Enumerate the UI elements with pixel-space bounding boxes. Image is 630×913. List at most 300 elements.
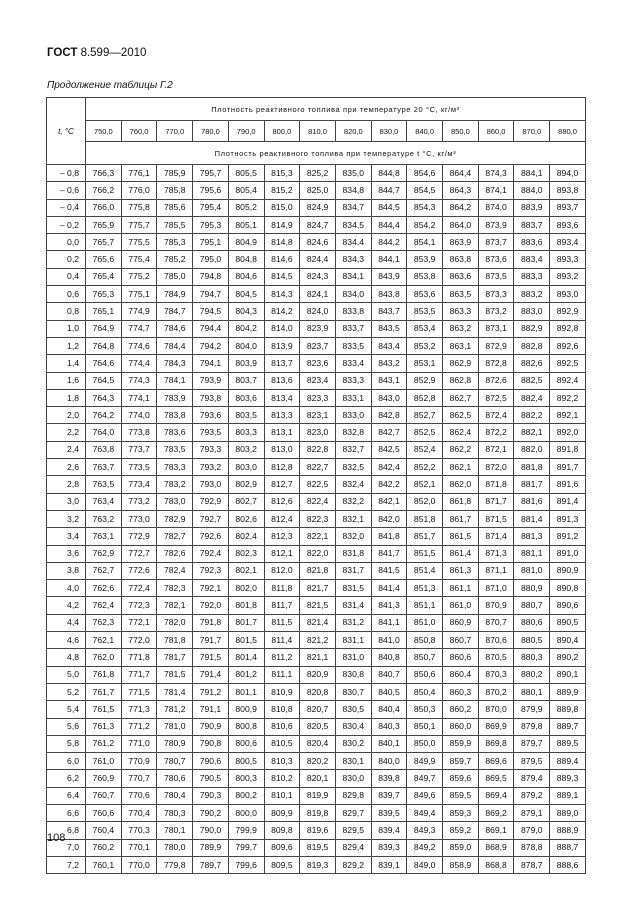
density-cell: 825,0 [300, 182, 336, 199]
density-header-cell: 850,0 [443, 121, 479, 142]
density-cell: 860,6 [443, 649, 479, 666]
density-cell: 859,5 [443, 787, 479, 804]
density-cell: 814,8 [264, 234, 300, 251]
table-row [47, 337, 586, 354]
density-cell: 829,7 [335, 804, 371, 821]
density-cell: 890,2 [550, 649, 586, 666]
density-cell: 785,8 [157, 182, 193, 199]
density-cell: 869,4 [478, 787, 514, 804]
density-cell: 843,0 [371, 389, 407, 406]
density-cell: 813,3 [264, 407, 300, 424]
density-cell: 822,1 [300, 528, 336, 545]
density-cell: 791,8 [193, 614, 229, 631]
density-cell: 854,1 [407, 234, 443, 251]
density-cell: 883,2 [514, 286, 550, 303]
temperature-cell: 7,2 [47, 856, 86, 873]
temperature-cell: 1,0 [47, 320, 86, 337]
density-header-cell: 790,0 [228, 121, 264, 142]
density-cell: 819,9 [300, 787, 336, 804]
table-row [47, 286, 586, 303]
density-cell: 854,3 [407, 199, 443, 216]
density-cell: 775,5 [121, 234, 157, 251]
density-cell: 804,6 [228, 268, 264, 285]
density-cell: 890,9 [550, 562, 586, 579]
density-cell: 874,3 [478, 165, 514, 182]
density-cell: 861,1 [443, 580, 479, 597]
density-cell: 881,3 [514, 528, 550, 545]
density-cell: 883,0 [514, 303, 550, 320]
density-cell: 783,2 [157, 476, 193, 493]
density-cell: 882,4 [514, 389, 550, 406]
density-cell: 871,4 [478, 528, 514, 545]
temperature-cell: 4,4 [47, 614, 86, 631]
density-cell: 763,4 [86, 493, 122, 510]
density-cell: 834,8 [335, 182, 371, 199]
density-cell: 850,3 [407, 701, 443, 718]
density-cell: 803,9 [228, 355, 264, 372]
density-cell: 833,5 [335, 337, 371, 354]
density-cell: 872,5 [478, 389, 514, 406]
density-cell: 770,0 [121, 856, 157, 873]
density-cell: 862,8 [443, 372, 479, 389]
density-cell: 851,1 [407, 597, 443, 614]
density-cell: 841,5 [371, 562, 407, 579]
density-cell: 764,9 [86, 320, 122, 337]
density-cell: 773,2 [121, 493, 157, 510]
density-cell: 894,0 [550, 165, 586, 182]
density-cell: 829,5 [335, 822, 371, 839]
temperature-cell: 2,4 [47, 441, 86, 458]
density-cell: 869,9 [478, 718, 514, 735]
density-cell: 871,7 [478, 493, 514, 510]
density-cell: 879,7 [514, 735, 550, 752]
density-cell: 782,9 [157, 510, 193, 527]
density-cell: 785,3 [157, 234, 193, 251]
density-cell: 841,4 [371, 580, 407, 597]
density-cell: 812,6 [264, 493, 300, 510]
density-cell: 862,9 [443, 355, 479, 372]
density-cell: 799,9 [228, 822, 264, 839]
density-cell: 812,0 [264, 562, 300, 579]
density-cell: 843,4 [371, 337, 407, 354]
density-cell: 892,4 [550, 372, 586, 389]
density-cell: 882,2 [514, 407, 550, 424]
density-cell: 863,6 [443, 268, 479, 285]
density-cell: 819,3 [300, 856, 336, 873]
density-header-cell: 860,0 [478, 121, 514, 142]
density-cell: 782,0 [157, 614, 193, 631]
density-cell: 770,3 [121, 822, 157, 839]
density-cell: 881,6 [514, 493, 550, 510]
density-cell: 852,2 [407, 459, 443, 476]
density-cell: 852,1 [407, 476, 443, 493]
temperature-cell: 1,6 [47, 372, 86, 389]
density-cell: 868,8 [478, 856, 514, 873]
density-cell: 792,6 [193, 528, 229, 545]
density-cell: 831,8 [335, 545, 371, 562]
density-cell: 861,3 [443, 562, 479, 579]
density-cell: 811,8 [264, 580, 300, 597]
density-cell: 863,3 [443, 303, 479, 320]
density-cell: 842,8 [371, 407, 407, 424]
temperature-cell: 2,6 [47, 459, 86, 476]
density-cell: 852,4 [407, 441, 443, 458]
density-cell: 800,9 [228, 701, 264, 718]
density-cell: 781,5 [157, 666, 193, 683]
density-cell: 892,0 [550, 424, 586, 441]
density-cell: 879,2 [514, 787, 550, 804]
table-row [47, 165, 586, 182]
density-cell: 820,1 [300, 770, 336, 787]
table-row [47, 804, 586, 821]
density-cell: 840,7 [371, 666, 407, 683]
density-cell: 762,6 [86, 580, 122, 597]
density-cell: 883,9 [514, 199, 550, 216]
density-cell: 794,1 [193, 355, 229, 372]
density-cell: 832,2 [335, 493, 371, 510]
density-cell: 820,9 [300, 666, 336, 683]
temperature-cell: 2,8 [47, 476, 86, 493]
density-cell: 870,0 [478, 701, 514, 718]
density-cell: 850,6 [407, 666, 443, 683]
density-cell: 864,4 [443, 165, 479, 182]
density-cell: 803,7 [228, 372, 264, 389]
density-cell: 862,5 [443, 407, 479, 424]
density-cell: 795,1 [193, 234, 229, 251]
density-cell: 814,9 [264, 216, 300, 233]
density-cell: 862,2 [443, 441, 479, 458]
density-cell: 784,3 [157, 355, 193, 372]
density-cell: 834,5 [335, 216, 371, 233]
density-cell: 803,5 [228, 407, 264, 424]
density-cell: 809,6 [264, 839, 300, 856]
density-cell: 879,8 [514, 718, 550, 735]
density-cell: 811,7 [264, 597, 300, 614]
density-cell: 849,9 [407, 753, 443, 770]
density-cell: 853,2 [407, 337, 443, 354]
density-cell: 802,9 [228, 476, 264, 493]
density-cell: 832,8 [335, 424, 371, 441]
density-cell: 882,6 [514, 355, 550, 372]
density-cell: 834,0 [335, 286, 371, 303]
density-cell: 872,0 [478, 459, 514, 476]
density-cell: 831,2 [335, 614, 371, 631]
density-cell: 774,9 [121, 303, 157, 320]
density-cell: 840,0 [371, 753, 407, 770]
density-cell: 792,7 [193, 510, 229, 527]
density-cell: 879,4 [514, 770, 550, 787]
density-cell: 763,8 [86, 441, 122, 458]
density-cell: 839,1 [371, 856, 407, 873]
density-cell: 764,0 [86, 424, 122, 441]
density-cell: 765,9 [86, 216, 122, 233]
density-cell: 824,0 [300, 303, 336, 320]
density-cell: 782,6 [157, 545, 193, 562]
density-cell: 775,2 [121, 268, 157, 285]
temperature-cell: 2,0 [47, 407, 86, 424]
density-cell: 774,4 [121, 355, 157, 372]
density-cell: 864,0 [443, 216, 479, 233]
density-cell: 849,3 [407, 822, 443, 839]
density-cell: 883,6 [514, 234, 550, 251]
density-cell: 819,5 [300, 839, 336, 856]
density-cell: 803,0 [228, 459, 264, 476]
density-cell: 840,3 [371, 718, 407, 735]
density-cell: 765,4 [86, 268, 122, 285]
density-cell: 859,0 [443, 839, 479, 856]
density-cell: 858,9 [443, 856, 479, 873]
density-cell: 814,3 [264, 286, 300, 303]
density-cell: 810,3 [264, 753, 300, 770]
density-cell: 764,6 [86, 355, 122, 372]
density-cell: 893,2 [550, 268, 586, 285]
density-cell: 814,6 [264, 251, 300, 268]
density-cell: 820,7 [300, 701, 336, 718]
density-cell: 811,1 [264, 666, 300, 683]
density-cell: 773,4 [121, 476, 157, 493]
density-header-cell: 780,0 [193, 121, 229, 142]
density-cell: 761,3 [86, 718, 122, 735]
density-cell: 870,7 [478, 614, 514, 631]
density-cell: 854,6 [407, 165, 443, 182]
density-cell: 763,2 [86, 510, 122, 527]
density-cell: 832,7 [335, 441, 371, 458]
density-cell: 780,9 [157, 735, 193, 752]
density-cell: 774,6 [121, 337, 157, 354]
density-table [46, 97, 586, 874]
density-cell: 859,2 [443, 822, 479, 839]
density-cell: 842,0 [371, 510, 407, 527]
density-cell: 821,4 [300, 614, 336, 631]
density-cell: 784,9 [157, 286, 193, 303]
density-cell: 790,9 [193, 718, 229, 735]
density-cell: 793,8 [193, 389, 229, 406]
density-cell: 859,9 [443, 735, 479, 752]
density-cell: 765,3 [86, 286, 122, 303]
density-cell: 880,9 [514, 580, 550, 597]
temperature-cell: 0,4 [47, 268, 86, 285]
density-cell: 869,2 [478, 804, 514, 821]
table-row [47, 216, 586, 233]
density-cell: 805,1 [228, 216, 264, 233]
table-row [47, 701, 586, 718]
density-cell: 810,6 [264, 718, 300, 735]
density-cell: 831,5 [335, 580, 371, 597]
density-cell: 775,7 [121, 216, 157, 233]
density-cell: 772,4 [121, 580, 157, 597]
density-cell: 803,3 [228, 424, 264, 441]
density-cell: 763,1 [86, 528, 122, 545]
density-cell: 844,5 [371, 199, 407, 216]
density-cell: 815,3 [264, 165, 300, 182]
table-caption: Продолжение таблицы Г.2 [47, 80, 173, 91]
density-cell: 774,7 [121, 320, 157, 337]
temperature-cell: 6,2 [47, 770, 86, 787]
density-cell: 774,0 [121, 407, 157, 424]
density-cell: 811,4 [264, 632, 300, 649]
density-cell: 889,1 [550, 787, 586, 804]
density-cell: 782,4 [157, 562, 193, 579]
density-cell: 850,4 [407, 683, 443, 700]
density-cell: 833,1 [335, 389, 371, 406]
density-cell: 872,9 [478, 337, 514, 354]
density-cell: 785,9 [157, 165, 193, 182]
density-cell: 843,2 [371, 355, 407, 372]
density-cell: 785,5 [157, 216, 193, 233]
density-cell: 853,5 [407, 303, 443, 320]
density-cell: 883,4 [514, 251, 550, 268]
density-cell: 802,0 [228, 580, 264, 597]
density-cell: 773,8 [121, 424, 157, 441]
density-cell: 860,3 [443, 683, 479, 700]
density-cell: 814,2 [264, 303, 300, 320]
density-cell: 850,0 [407, 735, 443, 752]
density-cell: 870,9 [478, 597, 514, 614]
density-cell: 873,1 [478, 320, 514, 337]
density-cell: 791,2 [193, 683, 229, 700]
density-cell: 881,1 [514, 545, 550, 562]
density-cell: 860,2 [443, 701, 479, 718]
density-cell: 760,7 [86, 787, 122, 804]
density-cell: 882,0 [514, 441, 550, 458]
table-row [47, 597, 586, 614]
table-row [47, 545, 586, 562]
density-cell: 871,3 [478, 545, 514, 562]
density-header-cell: 880,0 [550, 121, 586, 142]
density-cell: 851,0 [407, 614, 443, 631]
density-cell: 790,5 [193, 770, 229, 787]
temperature-cell: – 0,8 [47, 165, 86, 182]
density-cell: 809,8 [264, 822, 300, 839]
density-header-cell: 870,0 [514, 121, 550, 142]
density-cell: 863,1 [443, 337, 479, 354]
density-cell: 869,8 [478, 735, 514, 752]
density-cell: 870,6 [478, 632, 514, 649]
density-cell: 830,8 [335, 666, 371, 683]
density-cell: 824,4 [300, 251, 336, 268]
density-cell: 879,9 [514, 701, 550, 718]
density-cell: 853,8 [407, 268, 443, 285]
density-cell: 869,5 [478, 770, 514, 787]
density-cell: 761,0 [86, 753, 122, 770]
density-cell: 764,3 [86, 389, 122, 406]
density-cell: 871,8 [478, 476, 514, 493]
density-cell: 849,0 [407, 856, 443, 873]
density-cell: 840,1 [371, 735, 407, 752]
density-cell: 861,8 [443, 493, 479, 510]
table-row [47, 389, 586, 406]
density-cell: 892,6 [550, 337, 586, 354]
density-cell: 783,3 [157, 459, 193, 476]
density-cell: 879,5 [514, 753, 550, 770]
density-cell: 889,3 [550, 770, 586, 787]
density-cell: 839,5 [371, 804, 407, 821]
density-cell: 890,4 [550, 632, 586, 649]
density-cell: 761,2 [86, 735, 122, 752]
density-cell: 843,7 [371, 303, 407, 320]
density-cell: 834,4 [335, 234, 371, 251]
gost-label: ГОСТ [47, 47, 78, 59]
density-cell: 760,1 [86, 856, 122, 873]
density-cell: 854,5 [407, 182, 443, 199]
density-cell: 889,4 [550, 753, 586, 770]
density-cell: 781,0 [157, 718, 193, 735]
density-cell: 762,9 [86, 545, 122, 562]
density-cell: 859,6 [443, 770, 479, 787]
density-cell: 810,8 [264, 701, 300, 718]
temperature-cell: 5,8 [47, 735, 86, 752]
table-row [47, 649, 586, 666]
density-cell: 861,4 [443, 545, 479, 562]
density-cell: 864,2 [443, 199, 479, 216]
density-cell: 805,5 [228, 165, 264, 182]
density-cell: 760,4 [86, 822, 122, 839]
density-cell: 812,3 [264, 528, 300, 545]
density-cell: 785,0 [157, 268, 193, 285]
temperature-cell: 5,0 [47, 666, 86, 683]
density-cell: 852,7 [407, 407, 443, 424]
density-cell: 821,1 [300, 649, 336, 666]
density-cell: 822,4 [300, 493, 336, 510]
table-row [47, 407, 586, 424]
density-cell: 841,8 [371, 528, 407, 545]
density-cell: 800,2 [228, 787, 264, 804]
table-row [47, 476, 586, 493]
density-cell: 831,1 [335, 632, 371, 649]
density-cell: 784,1 [157, 372, 193, 389]
density-cell: 793,2 [193, 459, 229, 476]
table-row [47, 493, 586, 510]
density-cell: 824,3 [300, 268, 336, 285]
density-cell: 790,0 [193, 822, 229, 839]
temperature-cell: 5,4 [47, 701, 86, 718]
density-cell: 781,2 [157, 701, 193, 718]
density-cell: 843,8 [371, 286, 407, 303]
density-cell: 813,0 [264, 441, 300, 458]
density-cell: 772,3 [121, 597, 157, 614]
density-cell: 794,8 [193, 268, 229, 285]
density-cell: 880,6 [514, 614, 550, 631]
density-cell: 870,3 [478, 666, 514, 683]
temperature-cell: 0,6 [47, 286, 86, 303]
density-cell: 832,5 [335, 459, 371, 476]
density-cell: 830,7 [335, 683, 371, 700]
density-cell: 852,5 [407, 424, 443, 441]
density-cell: 873,5 [478, 268, 514, 285]
table-row [47, 770, 586, 787]
density-cell: 772,1 [121, 614, 157, 631]
density-cell: 765,7 [86, 234, 122, 251]
density-cell: 765,1 [86, 303, 122, 320]
density-cell: 792,3 [193, 562, 229, 579]
table-row [47, 182, 586, 199]
density-cell: 831,7 [335, 562, 371, 579]
density-cell: 834,1 [335, 268, 371, 285]
density-cell: 800,3 [228, 770, 264, 787]
density-cell: 813,6 [264, 372, 300, 389]
density-cell: 766,3 [86, 165, 122, 182]
density-cell: 888,7 [550, 839, 586, 856]
density-cell: 814,5 [264, 268, 300, 285]
density-cell: 862,1 [443, 459, 479, 476]
density-cell: 830,4 [335, 718, 371, 735]
density-cell: 833,8 [335, 303, 371, 320]
density-cell: 794,5 [193, 303, 229, 320]
table-row [47, 199, 586, 216]
density-cell: 882,5 [514, 372, 550, 389]
temperature-cell: 6,4 [47, 787, 86, 804]
density-cell: 883,7 [514, 216, 550, 233]
